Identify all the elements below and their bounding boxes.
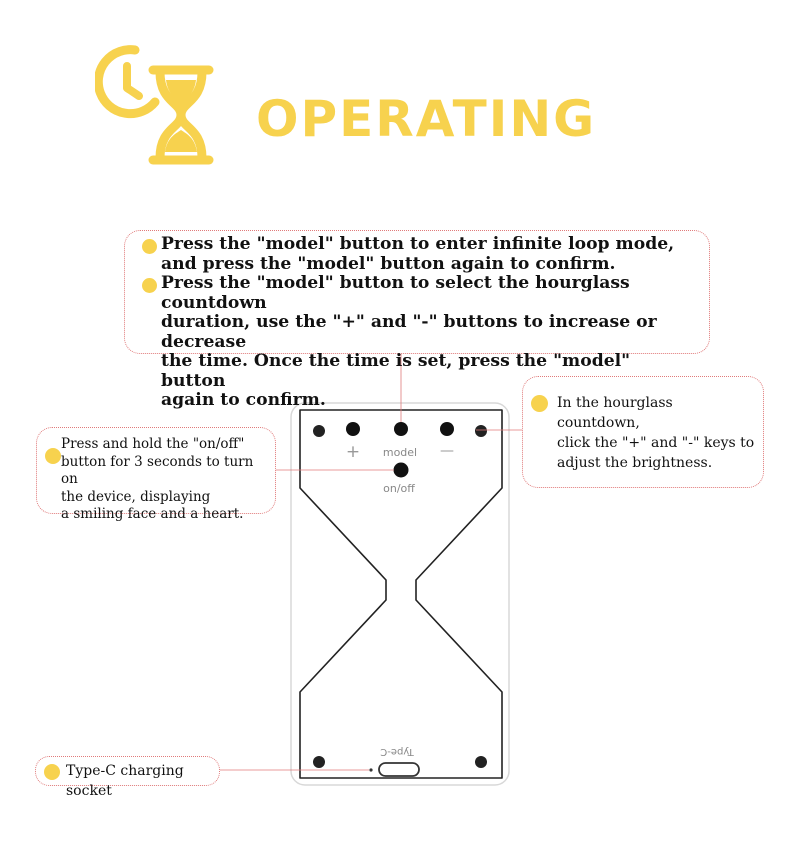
model-callout [124, 230, 710, 410]
minus-label: — [440, 443, 454, 459]
bullet-icon [45, 448, 61, 464]
bullet-icon [142, 278, 157, 293]
screw-icon [475, 425, 487, 437]
bullet-icon [44, 764, 60, 780]
page-title: OPERATING [256, 90, 597, 148]
brightness-callout: In the hourglass countdown, click the "+" and "-" keys to adjust the brightness. [522, 376, 764, 488]
screw-icon [475, 756, 487, 768]
minus-button [440, 422, 454, 436]
typec-port-icon [379, 763, 419, 776]
socket-label: Type-C charging socket [66, 763, 184, 799]
onoff-label: on/off [383, 482, 415, 495]
power-callout: Press and hold the "on/off" button for 3 seconds to turn on the device, displaying a smiling face and a heart. [36, 427, 276, 514]
socket-callout [35, 756, 220, 799]
screw-icon [313, 425, 325, 437]
device-body [291, 403, 509, 785]
plus-label: + [345, 442, 361, 462]
model-instruction-2: Press the "model" button to select the hourglass countdown duration, use the "+" and "-" buttons to increase or decrease the time. Once the time is set, press the "model" button again to confirm. [139, 274, 699, 411]
screw-icon [313, 756, 325, 768]
bullet-icon [531, 395, 548, 412]
typec-label: Type-C [380, 746, 414, 757]
model-instruction-1: Press the "model" button to enter infinite loop mode, and press the "model" button again to confirm. [139, 235, 699, 274]
plus-button [346, 422, 360, 436]
onoff-button [394, 463, 409, 478]
model-label: model [382, 446, 418, 459]
indicator-led [369, 768, 372, 771]
bullet-icon [142, 239, 157, 254]
model-button [394, 422, 408, 436]
